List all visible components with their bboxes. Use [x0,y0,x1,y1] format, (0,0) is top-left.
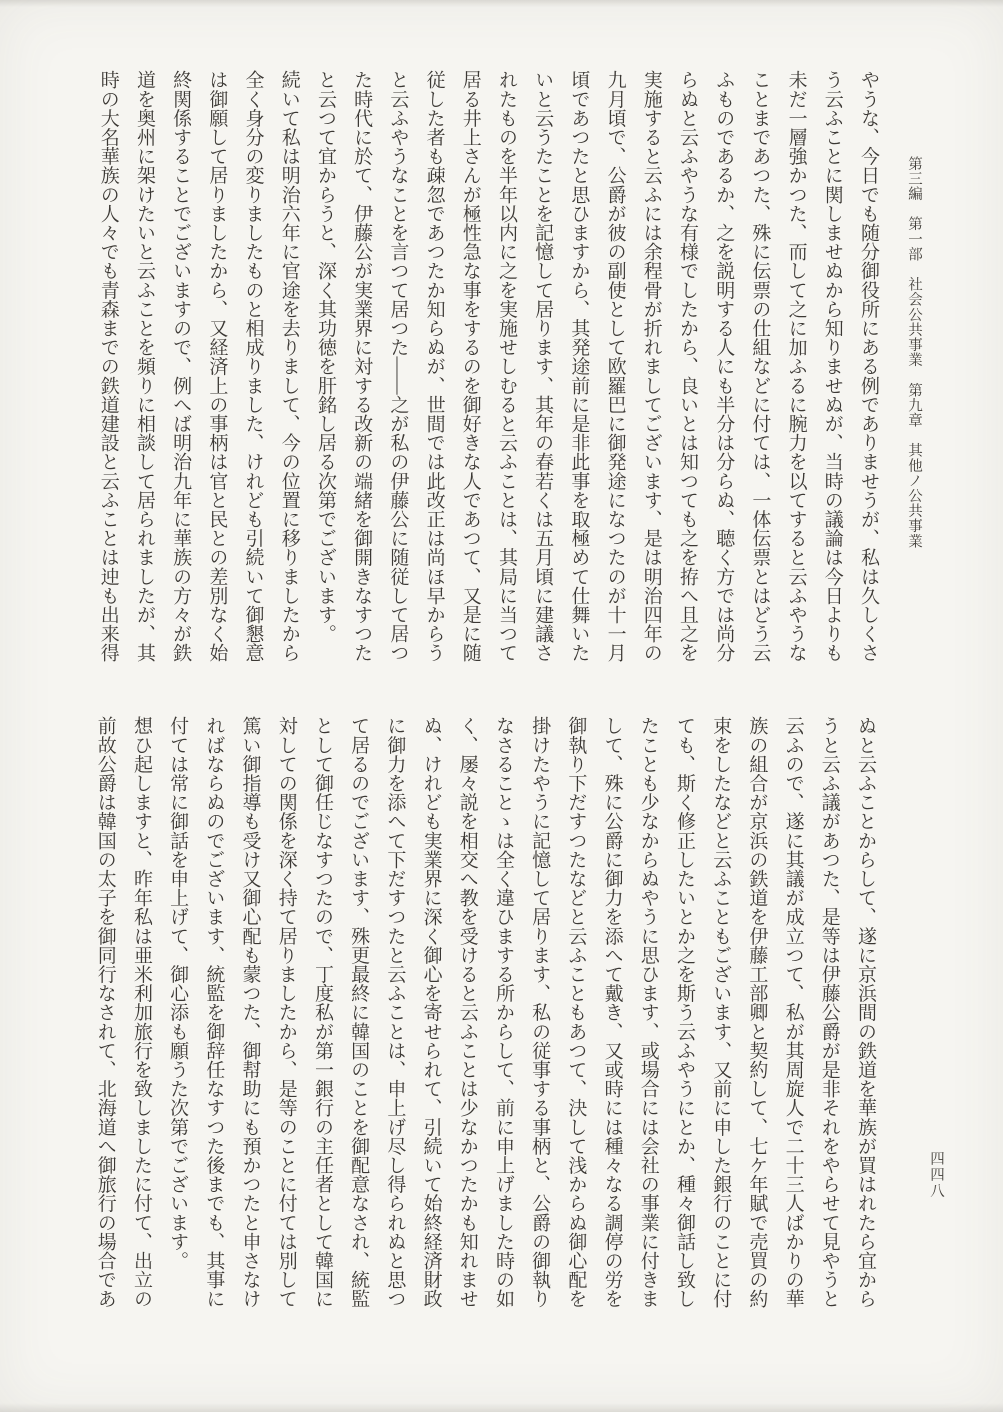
text-column: 云ふので、遂に其議が成立つて、私が其周旋人で二十三人ばかりの華 [782,716,804,1309]
text-column: 実施すると云ふには余程骨が折れましてございます、是は明治四年の [640,70,662,663]
text-column: ぬと云ふことからして、遂に京浜間の鉄道を華族が買はれたら宜から [855,716,876,1309]
text-column: やうな、今日でも随分御役所にある例でありませうが、私は久しくさ [858,70,879,663]
text-column: と云つて宜からうと、深く其功徳を肝銘し居る次第でございます。 [314,70,336,643]
text-column: 掛けたやうに記憶して居ります、私の従事する事柄と、公爵の御執り [529,716,551,1309]
text-column: ても、斯く修正したいとか之を斯う云ふやうにとか、種々御話し致し [673,716,695,1309]
text-column: れたものを半年以内に之を実施せしむると云ふことは、其局に当つて [495,70,517,663]
text-column: 全く身分の変りましたものと相成りました、けれども引続いて御懇意 [242,70,264,663]
text-column: 九月頃で、公爵が彼の副使として欧羅巴に御発途になつたのが十一月 [604,70,626,663]
text-column: うと云ふ議があつた、是等は伊藤公爵が是非それをやらせて見やうと [818,716,840,1309]
text-column: 対しての関係を深く持て居りましたから、是等のことに付ては別して [275,716,297,1309]
text-block-upper [90,70,886,664]
text-column: 従した者も疎忽であつたか知らぬが、世間では此改正は尚ほ早からう [423,70,445,663]
text-column: 付ては常に御話を申上げて、御心添も願うた次第でございます。 [167,716,189,1270]
text-column: らぬと云ふやうな有様でしたから、良いとは知つても之を拵へ且之を [676,70,698,663]
text-column: 束をしたなどと云ふこともございます、又前に申した銀行のことに付 [710,716,732,1309]
text-column: ぬ、けれども実業界に深く御心を寄せられて、引続いて始終経済財政 [420,716,442,1309]
text-column: たことも少なからぬやうに思ひます、或場合には会社の事業に付きま [637,716,659,1309]
text-column: 未だ一層強かつた、而して之に加ふるに腕力を以てすると云ふやうな [785,70,807,663]
text-column: 前故公爵は韓国の太子を御同行なされて、北海道へ御旅行の場合であ [94,716,116,1309]
text-block-lower [87,716,883,1310]
page-number: 四四八 [928,1151,944,1199]
text-column: 頃であつたと思ひますから、其発途前に是非此事を取極めて仕舞いた [568,70,590,663]
text-column: ことまであつた、殊に伝票の仕組などに付ては、一体伝票とはどう云 [749,70,771,663]
text-column: 想ひ起しますと、昨年私は亜米利加旅行を致しましたに付て、出立の [130,716,152,1309]
text-column: 篤い御指導も受け又御心配も蒙つた、御幇助にも預かつたと申さなけ [239,716,261,1309]
text-column: して、殊に公爵に御力を添へて戴き、又或時には種々なる調停の労を [601,716,623,1309]
text-column: う云ふことに関しませぬから知りませぬが、当時の議論は今日よりも [821,70,843,663]
text-column: 居る井上さんが極性急な事をするのを御好きな人であつて、又是に随 [459,70,481,663]
running-head: 第三編 第一部 社会公共事業 第九章 其他ノ公共事業 [906,156,922,549]
text-column: 道を奥州に架けたいと云ふことを頻りに相談して居られましたが、其 [133,70,155,663]
text-column: く、屡々説を相交へ教を受けると云ふことは少なかつたかも知れませ [456,716,478,1309]
text-column: て居るのでございます、殊更最終に韓国のことを御配意なされ、統監 [348,716,370,1309]
text-column: 時の大名華族の人々でも青森までの鉄道建設と云ふことは迚も出来得 [97,70,119,663]
text-column: 続いて私は明治六年に官途を去りまして、今の位置に移りましたから [278,70,300,663]
text-column: 御執り下だすつたなどと云ふこともあつて、決して浅からぬ御心配を [565,716,587,1309]
text-column: ふものであるか、之を説明する人にも半分は分らぬ、聴く方では尚分 [713,70,735,663]
text-column: 族の組合が京浜の鉄道を伊藤工部卿と契約して、七ケ年賦で売買の約 [746,716,768,1309]
text-column: に御力を添へて下だすつたと云ふことは、申上げ尽し得られぬと思つ [384,716,406,1309]
text-column: と云ふやうなことを言つて居つた——之が私の伊藤公に随従して居つ [387,70,409,663]
text-column: た時代に於て、伊藤公が実業界に対する改新の端緒を御開きなすつた [351,70,373,663]
text-column: 終関係することでございますので、例へば明治九年に華族の方々が鉄 [170,70,192,663]
text-column: いと云うたことを記憶して居ります、其年の春若くは五月頃に建議さ [532,70,554,663]
text-column: として御任じなすつたので、丁度私が第一銀行の主任者として韓国に [311,716,333,1309]
text-column: ればならぬのでございます、統監を御辞任なすつた後までも、其事に [203,716,225,1309]
text-column: は御願して居りましたから、又経済上の事柄は官と民との差別なく始 [206,70,228,663]
text-column: なさることゝは全く違ひまする所からして、前に申上げました時の如 [492,716,514,1309]
